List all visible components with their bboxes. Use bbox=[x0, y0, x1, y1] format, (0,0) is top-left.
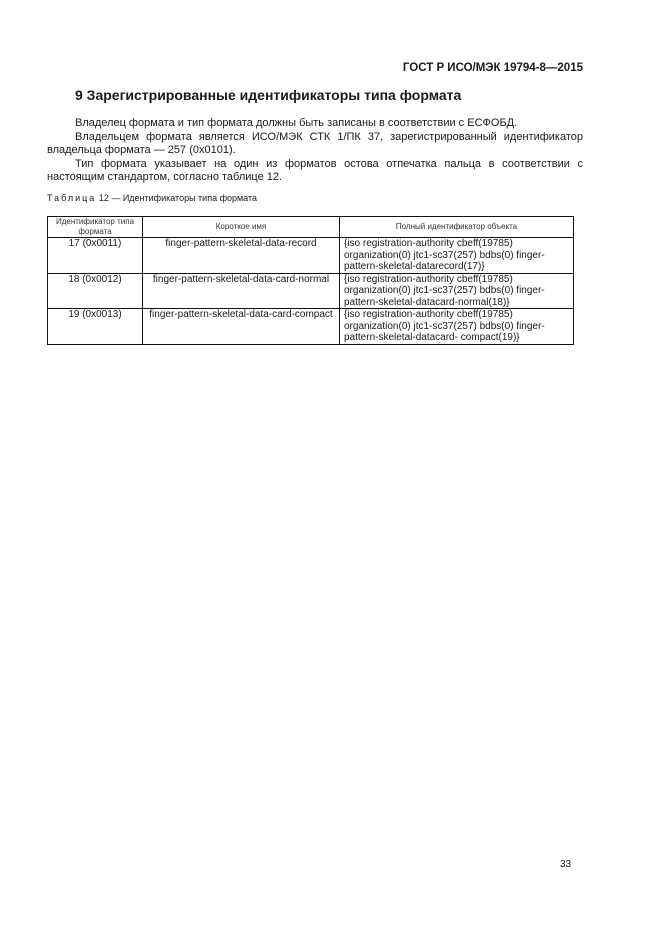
table-caption-text: 12 — Идентификаторы типа формата bbox=[98, 193, 258, 203]
table-row bbox=[48, 273, 574, 309]
table-header-row bbox=[48, 217, 574, 238]
column-header-id: Идентификатор типа формата bbox=[48, 217, 143, 238]
cell-id: 19 (0x0013) bbox=[48, 309, 143, 345]
table-caption-label: Таблица bbox=[47, 193, 97, 203]
body-text bbox=[47, 117, 583, 185]
table-row bbox=[48, 238, 574, 274]
cell-full-oid: {iso registration-authority cbeff(19785) organization(0) jtc1-sc37(257) bdbs(0) finger-pattern-skeletal-datarecord(17)} bbox=[340, 238, 574, 274]
cell-short-name: finger-pattern-skeletal-data-card-compact bbox=[143, 309, 340, 345]
column-header-full-oid: Полный идентификатор объекта bbox=[340, 217, 574, 238]
standard-code-header: ГОСТ Р ИСО/МЭК 19794-8—2015 bbox=[402, 62, 583, 74]
cell-id: 17 (0x0011) bbox=[48, 238, 143, 274]
section-title: 9 Зарегистрированные идентификаторы типа формата bbox=[75, 87, 462, 103]
cell-short-name: finger-pattern-skeletal-data-card-normal bbox=[143, 273, 340, 309]
cell-short-name: finger-pattern-skeletal-data-record bbox=[143, 238, 340, 274]
page-number: 33 bbox=[560, 859, 572, 870]
table-caption bbox=[47, 193, 257, 203]
paragraph: Владельцем формата является ИСО/МЭК СТК 1/ПК 37, зарегистрированный идентификатор владельца формата — 257 (0x0101). bbox=[47, 130, 583, 156]
column-header-short-name: Короткое имя bbox=[143, 217, 340, 238]
paragraph: Владелец формата и тип формата должны быть записаны в соответствии с ЕСФОБД. bbox=[75, 117, 518, 129]
format-type-table bbox=[47, 216, 574, 345]
table-row bbox=[48, 309, 574, 345]
paragraph: Тип формата указывает на один из форматов остова отпечатка пальца в соответствии с настоящим стандартом, согласно таблице 12. bbox=[47, 157, 583, 183]
cell-id: 18 (0x0012) bbox=[48, 273, 143, 309]
cell-full-oid: {iso registration-authority cbeff(19785) organization(0) jtc1-sc37(257) bdbs(0) finger-pattern-skeletal-datacard-normal(18)} bbox=[340, 273, 574, 309]
cell-full-oid: {iso registration-authority cbeff(19785) organization(0) jtc1-sc37(257) bdbs(0) finger-pattern-skeletal-datacard- compact(19)} bbox=[340, 309, 574, 345]
